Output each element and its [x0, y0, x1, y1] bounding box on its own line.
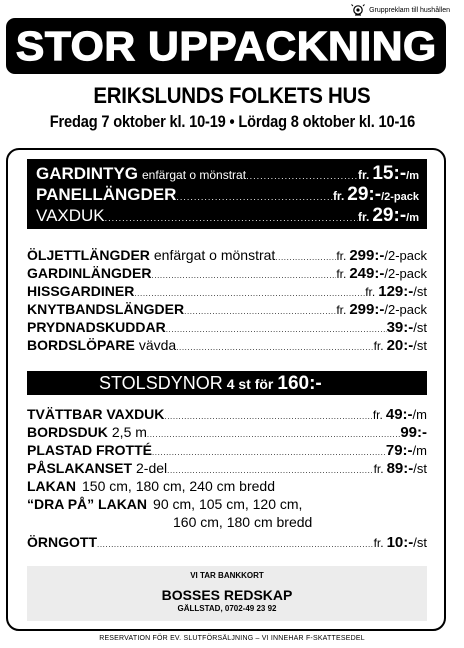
from-label: fr. — [365, 285, 376, 299]
item-unit: /2-pack — [384, 302, 427, 317]
item-unit: /2-pack — [384, 248, 427, 263]
item-unit: /st — [413, 535, 427, 550]
item-price: 20:- — [386, 337, 414, 354]
list-item — [27, 424, 427, 442]
dot-leader — [167, 466, 373, 475]
opening-dates: Fredag 7 oktober kl. 10-19 • Lördag 8 oktober kl. 10-16 — [49, 112, 415, 131]
item-name: VAXDUK — [36, 206, 105, 225]
item-desc-continued: 160 cm, 180 cm bredd — [173, 514, 313, 530]
item-unit: /st — [413, 284, 427, 299]
post-horn-icon — [351, 4, 365, 16]
item-price: 89:- — [386, 460, 414, 477]
from-label: fr. — [332, 189, 345, 203]
item-desc: 90 cm, 105 cm, 120 cm, — [153, 496, 303, 512]
featured-offers-box — [27, 159, 427, 229]
item-unit: /2-pack — [384, 266, 427, 281]
from-label: fr. — [373, 339, 384, 353]
item-unit: /2-pack — [381, 191, 419, 203]
item-unit: /st — [413, 320, 427, 335]
seller-name: BOSSES REDSKAP — [161, 587, 293, 603]
item-unit: /m — [406, 170, 419, 182]
item-name: GARDINLÄNGDER — [27, 265, 152, 281]
dot-leader — [105, 213, 358, 223]
list-item — [27, 319, 427, 337]
stolsdynor-name: STOLSDYNOR — [99, 373, 223, 393]
item-name: PLASTAD FROTTÉ — [27, 442, 152, 458]
venue-title: ERIKSLUNDS FOLKETS HUS — [93, 83, 371, 108]
item-price: 99:- — [400, 424, 427, 441]
item-name: TVÄTTBAR VAXDUK — [27, 406, 165, 422]
dot-leader — [147, 430, 400, 439]
item-price: 39:- — [386, 319, 414, 336]
price-list-textiles — [27, 247, 427, 355]
headline-banner — [6, 18, 446, 74]
item-price: 29:- — [372, 205, 407, 226]
headline-title: STOR UPPACKNING — [15, 23, 437, 69]
list-item — [27, 247, 427, 265]
list-item — [27, 265, 427, 283]
item-name: KNYTBANDSLÄNGDER — [27, 301, 185, 317]
list-item — [27, 478, 427, 496]
item-unit: /m — [406, 212, 419, 224]
from-label: fr. — [358, 168, 370, 182]
list-item — [27, 406, 427, 424]
item-name: PRYDNADSKUDDAR — [27, 319, 166, 335]
item-name: PÅSLAKANSET — [27, 460, 133, 476]
item-name: LAKAN — [27, 478, 76, 494]
dot-leader — [164, 412, 372, 421]
list-item — [27, 442, 427, 460]
item-price: 79:- — [385, 442, 413, 459]
dot-leader — [184, 307, 336, 316]
dot-leader — [176, 343, 373, 352]
dot-leader — [275, 253, 336, 262]
featured-row — [36, 184, 419, 205]
postal-note — [351, 3, 450, 17]
from-label: fr. — [336, 303, 347, 317]
from-label: fr. — [372, 408, 383, 422]
item-desc: 150 cm, 180 cm, 240 cm bredd — [82, 478, 275, 494]
item-price: 299:- — [349, 247, 385, 264]
dot-leader — [246, 171, 358, 181]
list-item — [27, 460, 427, 478]
item-desc: enfärgat o mönstrat — [142, 168, 247, 182]
item-desc: 2-del — [136, 460, 168, 476]
item-name: “DRA PÅ” LAKAN — [27, 496, 148, 512]
from-label: fr. — [336, 249, 347, 263]
item-unit: /m — [412, 443, 427, 458]
item-price: 299:- — [349, 301, 385, 318]
footer-disclaimer: RESERVATION FÖR EV. SLUTFÖRSÄLJNING – VI INNEHAR F-SKATTESEDEL — [99, 635, 365, 642]
from-label: fr. — [336, 267, 347, 281]
list-item — [27, 534, 427, 552]
from-label: fr. — [373, 462, 384, 476]
item-name: BORDSDUK — [27, 424, 108, 440]
list-item — [27, 283, 427, 301]
item-price: 15:- — [372, 163, 407, 184]
postal-note-text: Gruppreklam till hushållen — [369, 6, 450, 14]
item-price: 249:- — [349, 265, 385, 282]
item-desc: enfärgat o mönstrat — [153, 247, 276, 263]
list-item — [27, 301, 427, 319]
item-name: HISSGARDINER — [27, 283, 135, 299]
item-name: ÖRNGOTT — [27, 534, 97, 550]
item-price: 129:- — [378, 283, 414, 300]
dot-leader — [176, 192, 333, 202]
dot-leader — [97, 540, 374, 549]
seller-contact: GÄLLSTAD, 0702-49 23 92 — [177, 604, 277, 613]
from-label: fr. — [358, 210, 370, 224]
item-desc: 2,5 m — [111, 424, 147, 440]
item-unit: /st — [413, 461, 427, 476]
price-list-linens — [27, 406, 427, 552]
dot-leader — [151, 271, 336, 280]
item-price: 10:- — [386, 534, 414, 551]
bank-card-note: VI TAR BANKKORT — [190, 571, 264, 580]
item-name: PANELLÄNGDER — [36, 185, 177, 204]
dot-leader — [134, 289, 365, 298]
featured-row — [36, 163, 419, 184]
dot-leader — [152, 448, 386, 457]
item-desc: vävda — [138, 337, 177, 353]
list-item — [27, 337, 427, 355]
item-name: GARDINTYG — [36, 164, 138, 183]
dot-leader — [166, 325, 387, 334]
featured-row — [36, 205, 419, 226]
item-price: 29:- — [347, 184, 382, 205]
stolsdynor-offer-band — [27, 371, 427, 395]
item-name: ÖLJETTLÄNGDER — [27, 247, 150, 263]
item-price: 49:- — [385, 406, 413, 423]
from-label: fr. — [373, 536, 384, 550]
stolsdynor-price: 160:- — [277, 373, 322, 394]
item-name: BORDSLÖPARE — [27, 337, 135, 353]
item-unit: /m — [412, 407, 427, 422]
item-unit: /st — [413, 338, 427, 353]
stolsdynor-desc: 4 st för — [226, 376, 274, 392]
list-item — [27, 496, 427, 514]
seller-info-box — [27, 566, 427, 621]
